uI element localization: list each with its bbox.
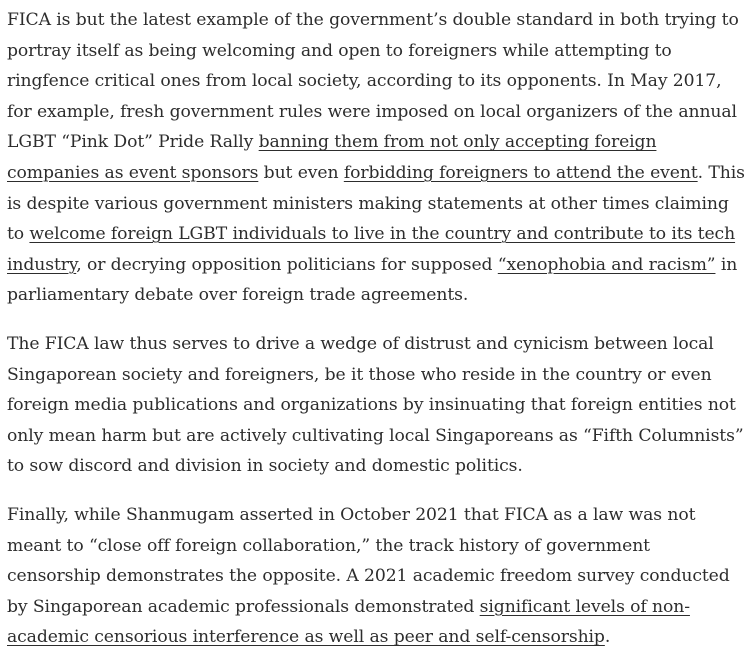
text-segment: , or decrying opposition politicians for supposed <box>76 254 498 275</box>
paragraph-2 <box>7 329 745 482</box>
text-segment: . <box>604 627 611 648</box>
text-segment: but even <box>258 162 344 183</box>
text-segment: Finally, while Shanmugam asserted in October 2021 that FICA as a law was not meant to “close off foreign collaboration,” the track history of government censorship demonstrates the opposite. A 2021 academic freedom survey conducted by Singaporean academic professionals demonstrated <box>7 504 730 617</box>
link-xenophobia-racism[interactable]: “xenophobia and racism” <box>497 254 716 275</box>
text-segment: The FICA law thus serves to drive a wedge of distrust and cynicism between local Singaporean society and foreigners, be it those who reside in the country or even foreign media publications and organizations by insinuating that foreign entities not only mean harm but are actively cultivating local Singaporeans as “Fifth Columnists” to sow discord and division in society and domestic politics. <box>7 333 744 477</box>
paragraph-3 <box>7 500 745 653</box>
link-academic-censorship-survey[interactable]: significant levels of non-academic censorious interference as well as peer and self-censorship <box>7 596 690 648</box>
text-segment: . This is despite various government ministers making statements at other times claiming to <box>7 162 745 245</box>
text-segment: FICA is but the latest example of the government’s double standard in both trying to portray itself as being welcoming and open to foreigners while attempting to ringfence critical ones from local society, according to its opponents. In May 2017, for example, fresh government rules were imposed on local organizers of the annual LGBT “Pink Dot” Pride Rally <box>7 10 739 153</box>
link-welcome-foreign-lgbt[interactable]: welcome foreign LGBT individuals to live in the country and contribute to its tech industry <box>7 224 736 275</box>
link-forbidding-foreigners[interactable]: forbidding foreigners to attend the event <box>343 162 698 183</box>
paragraph-1 <box>7 5 745 311</box>
article-body <box>7 5 745 653</box>
link-pink-dot-sponsors[interactable]: banning them from not only accepting foreign companies as event sponsors <box>7 132 657 183</box>
text-segment: in parliamentary debate over foreign trade agreements. <box>7 254 738 306</box>
